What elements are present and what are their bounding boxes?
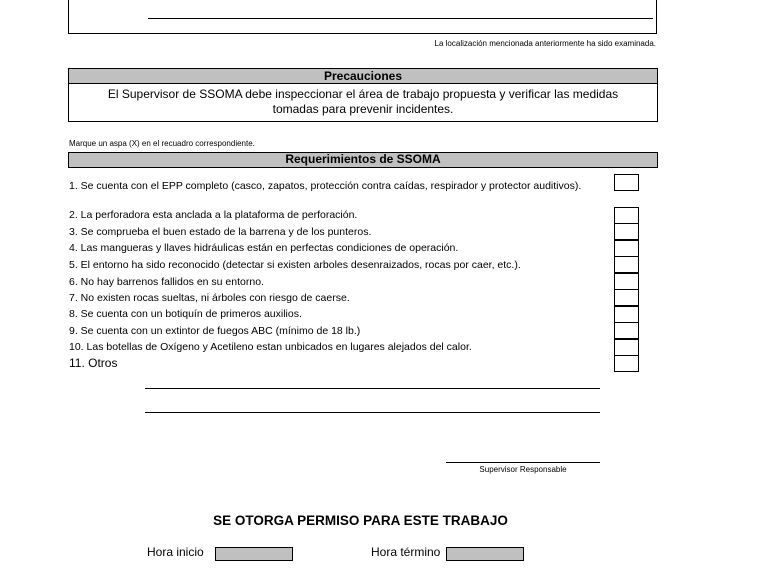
supervisor-label: Supervisor Responsable: [479, 465, 567, 474]
requirement-checkbox-1[interactable]: [614, 174, 639, 191]
requirement-checkbox-6[interactable]: [614, 273, 639, 290]
requirements-header: Requerimientos de SSOMA: [68, 152, 658, 168]
requirement-checkbox-8[interactable]: [614, 306, 639, 323]
requirement-checkbox-11[interactable]: [614, 355, 639, 372]
requirement-item-9: 9. Se cuenta con un extintor de fuegos ABC (mínimo de 18 lb.): [69, 325, 361, 337]
location-examined-note: La localización mencionada anteriormente ha sido examinada.: [434, 39, 656, 48]
requirement-item-8: 8. Se cuenta con un botiquín de primeros auxilios.: [69, 308, 302, 320]
requirement-item-5: 5. El entorno ha sido reconocido (detectar si existen arboles desenraizados, rocas por caer, etc.).: [69, 259, 521, 271]
requirement-item-3: 3. Se comprueba el buen estado de la barrena y de los punteros.: [69, 226, 372, 238]
requirement-item-7: 7. No existen rocas sueltas, ni árboles con riesgo de caerse.: [69, 292, 350, 304]
supervisor-signature-line[interactable]: [446, 462, 600, 463]
end-time-field[interactable]: [446, 547, 524, 561]
location-box: [68, 0, 657, 34]
precautions-text-content: El Supervisor de SSOMA debe inspeccionar el área de trabajo propuesta y verificar las medidas tomadas para prevenir incidentes.: [107, 87, 619, 116]
other-line-2[interactable]: [145, 412, 600, 413]
precautions-header: Precauciones: [68, 68, 658, 84]
requirement-item-1: 1. Se cuenta con el EPP completo (casco, zapatos, protección contra caídas, respirador y protector auditivos).: [69, 180, 582, 192]
permit-heading: SE OTORGA PERMISO PARA ESTE TRABAJO: [213, 513, 508, 528]
requirement-checkbox-5[interactable]: [614, 256, 639, 273]
requirement-checkbox-4[interactable]: [614, 240, 639, 257]
location-line: [148, 18, 653, 19]
requirement-item-10: 10. Las botellas de Oxígeno y Acetileno estan unbicados en lugares alejados del calor.: [69, 341, 472, 353]
requirement-item-other: 11. Otros: [69, 356, 118, 370]
requirement-item-4: 4. Las mangueras y llaves hidráulicas están en perfectas condiciones de operación.: [69, 242, 459, 254]
requirement-item-2: 2. La perforadora esta anclada a la plataforma de perforación.: [69, 209, 358, 221]
end-time-label: Hora término: [371, 545, 441, 559]
requirement-item-6: 6. No hay barrenos fallidos en su entorno.: [69, 276, 264, 288]
other-line-1[interactable]: [145, 388, 600, 389]
requirement-checkbox-9[interactable]: [614, 322, 639, 339]
requirement-checkbox-7[interactable]: [614, 289, 639, 306]
requirement-checkbox-10[interactable]: [614, 339, 639, 356]
start-time-label: Hora inicio: [147, 545, 204, 559]
requirement-checkbox-3[interactable]: [614, 223, 639, 240]
mark-instruction: Marque un aspa (X) en el recuadro correspondiente.: [69, 139, 255, 148]
requirement-checkbox-2[interactable]: [614, 207, 639, 224]
start-time-field[interactable]: [215, 547, 293, 561]
precautions-text: [68, 84, 658, 122]
